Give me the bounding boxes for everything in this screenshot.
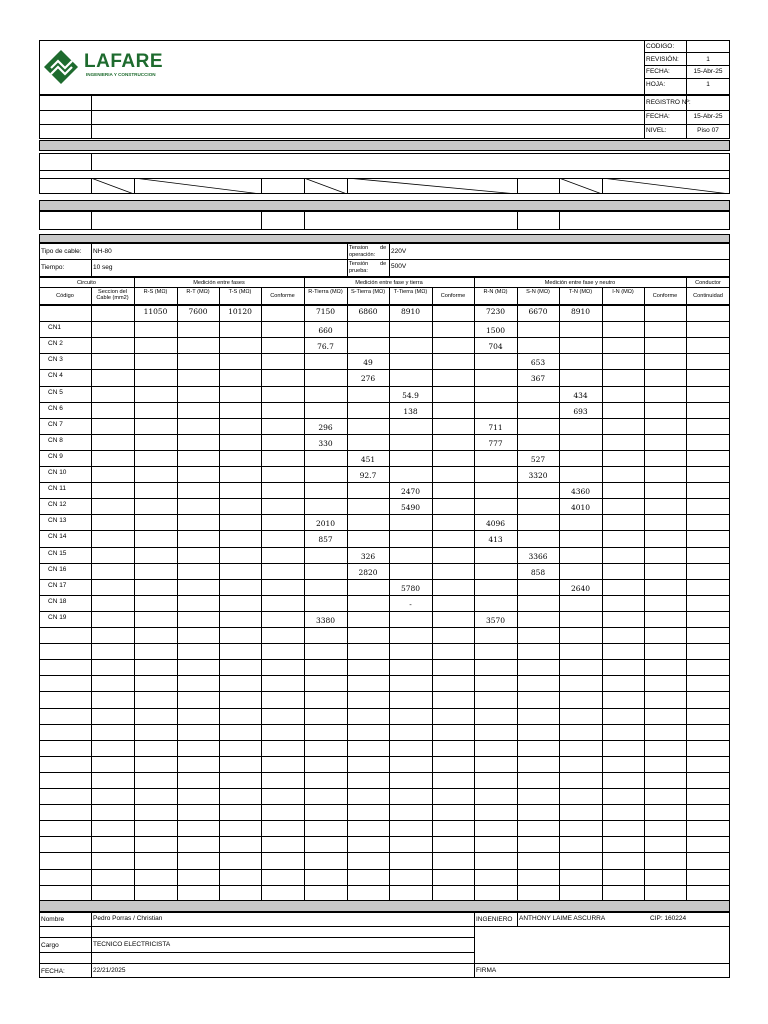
hdr-med-fases: Medición entre fases: [193, 280, 245, 286]
measurement-value: 7150: [315, 307, 336, 316]
section-divider-3: [39, 234, 730, 243]
measurement-value: 1500: [485, 326, 506, 336]
measurement-value: 49: [363, 358, 373, 368]
measurement-value: 4096: [485, 519, 506, 529]
nivel-label: NIVEL:: [646, 127, 667, 134]
logo-name: LAFARE: [84, 51, 163, 72]
codigo-label: CODIGO:: [646, 43, 675, 50]
measurement-value: 693: [573, 406, 588, 416]
measurement-value: 330: [318, 438, 333, 448]
measurement-value: 138: [403, 406, 418, 416]
circuit-code: CN 9: [48, 452, 63, 460]
tension-pr-label-a: Tensión: [349, 261, 369, 267]
firma-label: FIRMA: [476, 967, 497, 974]
measurement-value: 7230: [485, 307, 506, 316]
measurement-value: 777: [488, 438, 503, 448]
circuit-code: CN 10: [48, 469, 67, 476]
circuit-code: CN1: [48, 324, 62, 332]
measurement-value: 3380: [315, 615, 336, 625]
circuit-code: CN 13: [48, 517, 67, 525]
measurement-value: 54.9: [402, 390, 419, 400]
circuit-code: CN 3: [48, 356, 63, 364]
measurement-value: 2470: [400, 487, 421, 497]
fecha-value: 15-Abr-25: [693, 68, 723, 75]
measurement-value: -: [409, 599, 412, 609]
fecha-footer-value: 22/21/2025: [93, 967, 126, 974]
tipo-cable-value: NH-80: [93, 248, 112, 255]
measurement-value: 8910: [400, 307, 421, 316]
measurement-value: 2640: [570, 583, 591, 593]
measurement-value: 3320: [528, 471, 548, 480]
column-header: Código: [56, 293, 74, 299]
circuit-code: CN 4: [48, 372, 63, 380]
measurement-value: 2820: [358, 567, 378, 577]
ingeniero-value: ANTHONY LAIME ASCURRA: [519, 915, 606, 922]
circuit-code: CN 15: [48, 549, 67, 557]
revision-value: 1: [706, 56, 710, 63]
tiempo-label: Tiempo:: [41, 264, 65, 271]
registro-label: REGISTRO Nº:: [646, 99, 691, 106]
tipo-cable-label: Tipo de cable:: [41, 248, 82, 255]
circuit-code: CN 8: [48, 436, 63, 444]
section-divider: [39, 140, 730, 151]
fecha-footer-label: FECHA:: [41, 968, 65, 975]
section-divider-2: [39, 200, 730, 211]
hdr-med-neutro: Medición entre fase y neutro: [544, 280, 616, 286]
column-header: Conforme: [440, 293, 466, 299]
measurement-table: [39, 305, 730, 901]
hoja-value: 1: [706, 81, 710, 88]
measurement-value: 434: [573, 390, 588, 400]
column-header: R-T (MΩ): [186, 289, 210, 295]
column-header: Conforme: [270, 293, 295, 299]
measurement-value: 704: [488, 342, 503, 352]
nivel-value: Piso 07: [697, 127, 719, 134]
measurement-value: 326: [360, 551, 376, 561]
registro-box: [39, 95, 730, 139]
column-header: R-S (MΩ): [143, 289, 168, 295]
nombre-label: Nombre: [41, 916, 65, 923]
column-header: Continuidad: [693, 293, 723, 299]
measurement-value: 276: [360, 374, 376, 384]
column-header: I-N (MΩ): [612, 289, 634, 295]
measurement-value: 8910: [570, 307, 591, 316]
circuit-code: CN 2: [48, 340, 63, 348]
tension-pr-label-b: de: [380, 261, 387, 267]
nombre-value: Pedro Porras / Christian: [93, 915, 163, 922]
column-header: T-S (MΩ): [228, 289, 252, 295]
column-header: Seccion del Cable (mm2): [96, 289, 129, 302]
measurement-value: 6860: [358, 307, 378, 316]
logo-tagline: INGENIERIA Y CONSTRUCCION: [86, 72, 156, 77]
measurement-value: 4010: [570, 503, 591, 513]
cargo-value: TECNICO ELECTRICISTA: [93, 941, 171, 948]
column-header: T-Tierra (MΩ): [393, 289, 428, 295]
measurement-value: 76.7: [317, 342, 334, 352]
measurement-value: 857: [318, 535, 333, 545]
circuit-code: CN 18: [48, 597, 67, 605]
fecha-label: FECHA:: [646, 68, 670, 75]
measurement-value: 2010: [315, 519, 336, 529]
measurement-value: 3570: [485, 615, 506, 625]
column-header: Conforme: [652, 293, 678, 299]
column-header: S-N (MΩ): [526, 289, 550, 295]
measurement-value: 5780: [400, 583, 421, 593]
measurement-value: 11050: [143, 307, 168, 316]
tension-op-label-c: operación:: [349, 252, 376, 258]
fecha2-value: 15-Abr-25: [693, 113, 723, 120]
measurement-value: 5490: [400, 503, 421, 513]
measurement-value: 10120: [228, 307, 252, 316]
ingeniero-label: INGENIERO: [476, 916, 513, 923]
circuit-code: CN 16: [48, 565, 67, 573]
fecha2-label: FECHA:: [646, 113, 670, 120]
column-header: T-N (MΩ): [568, 289, 593, 295]
cip-value: CIP: 160224: [650, 915, 687, 922]
measurement-value: 6670: [528, 307, 548, 316]
measurement-value: 367: [530, 374, 546, 384]
hdr-med-tierra: Medición entre fase y tierra: [355, 280, 423, 286]
measurement-value: 711: [488, 422, 503, 432]
circuit-code: CN 6: [48, 404, 63, 412]
tension-pr-label-c: prueba:: [349, 268, 368, 274]
column-header: R-N (MΩ): [483, 289, 508, 295]
circuit-code: CN 17: [48, 581, 67, 589]
measurement-value: 3366: [528, 551, 548, 561]
info-box-2: [39, 211, 730, 230]
measurement-value: 4360: [570, 487, 591, 497]
tension-op-label-a: Tension: [349, 245, 369, 251]
tension-op-label-b: de: [380, 245, 387, 251]
measurement-value: 92.7: [359, 471, 377, 480]
section-divider-4: [39, 900, 730, 912]
measurement-value: 451: [360, 454, 376, 464]
hoja-label: HOJA:: [646, 81, 666, 88]
circuit-code: CN 19: [48, 613, 67, 621]
measurement-value: 7600: [188, 307, 208, 316]
hdr-conductor: Conductor: [695, 280, 721, 286]
measurement-value: 296: [318, 422, 333, 432]
circuit-code: CN 7: [48, 420, 63, 428]
circuit-code: CN 12: [48, 501, 67, 509]
measurement-value: 653: [530, 358, 546, 368]
tension-op-value: 220V: [391, 248, 407, 255]
measurement-value: 660: [318, 326, 333, 336]
diagonal-strokes: [39, 178, 730, 194]
measurement-value: 527: [530, 454, 546, 464]
tension-pr-value: 500V: [391, 263, 407, 270]
measurement-value: 858: [530, 567, 546, 577]
measurement-value: 413: [488, 535, 503, 545]
revision-label: REVISIÓN:: [646, 56, 679, 63]
column-header: S-Tierra (MΩ): [350, 289, 386, 295]
circuit-code: CN 14: [48, 533, 67, 541]
circuit-code: CN 11: [48, 485, 66, 493]
tiempo-value: 10 seg: [93, 264, 113, 271]
column-header: R-Tierra (MΩ): [308, 289, 343, 295]
cargo-label: Cargo: [41, 942, 59, 949]
circuit-code: CN 5: [48, 388, 63, 396]
hdr-circuito: Circuito: [77, 280, 96, 286]
